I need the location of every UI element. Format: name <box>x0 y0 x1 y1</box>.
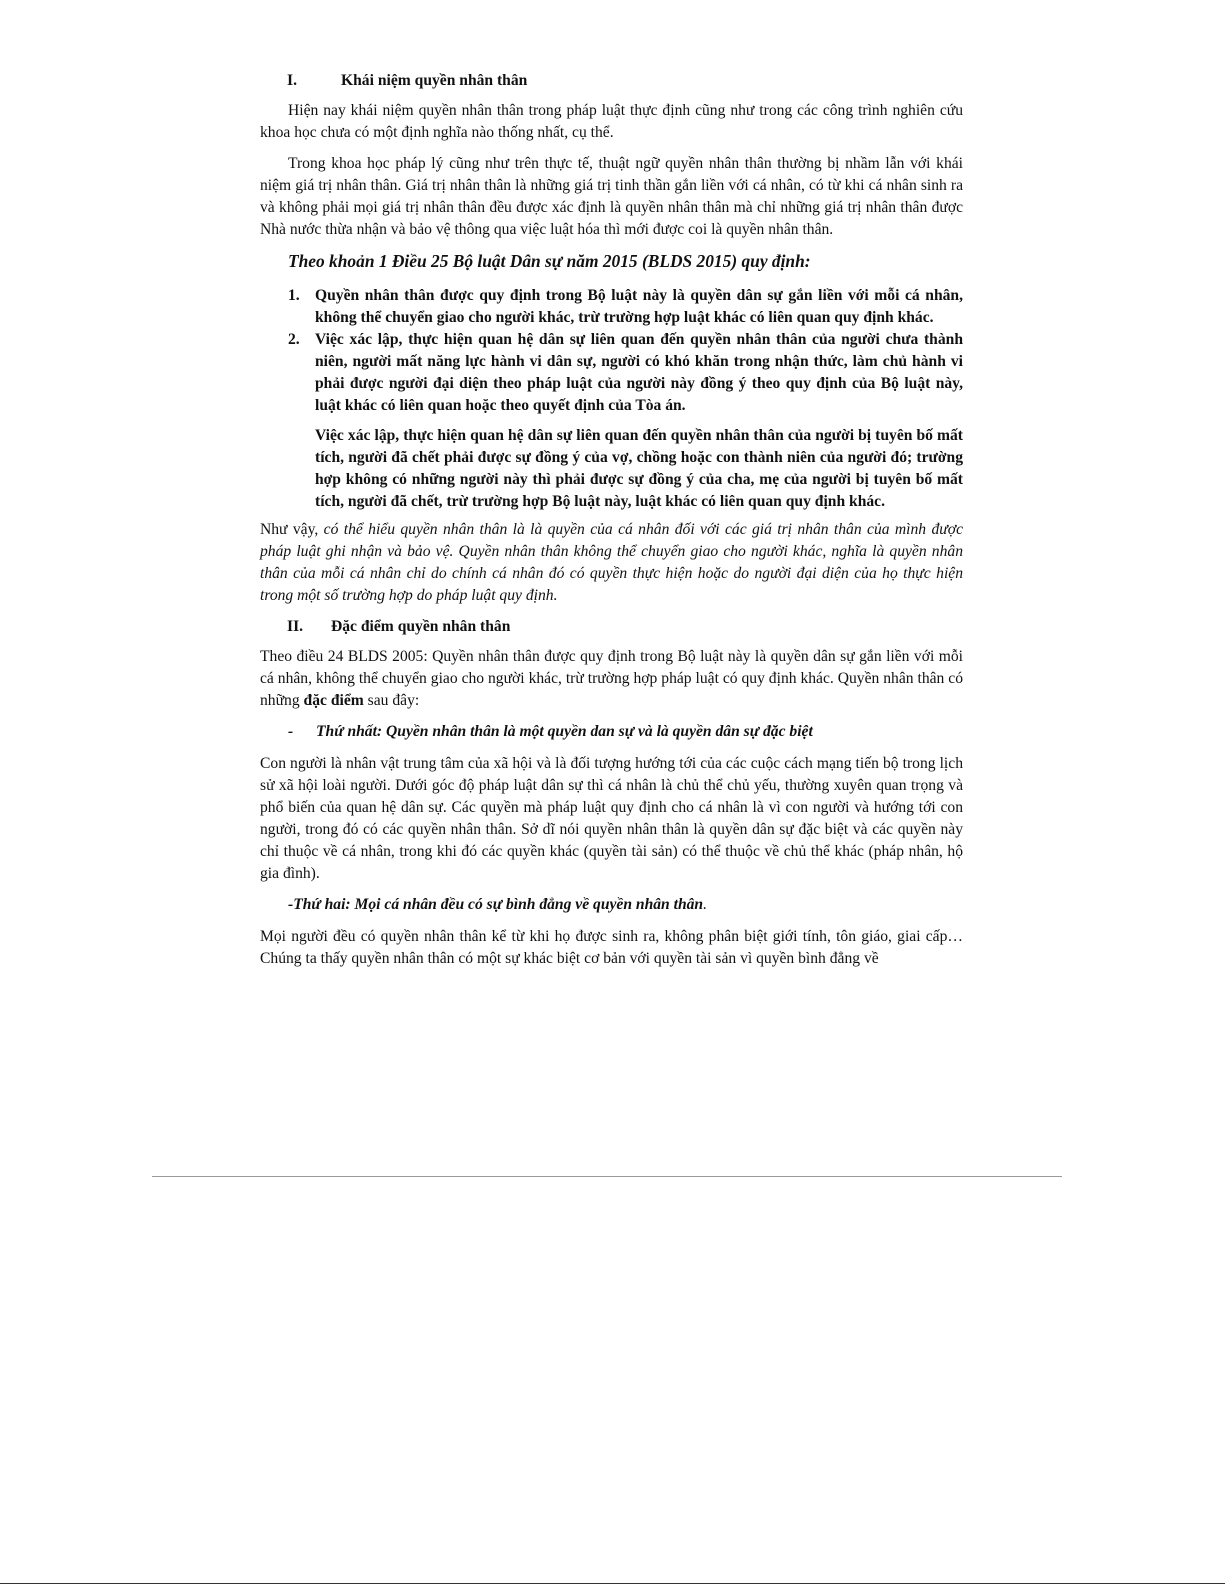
paragraph-personal-values: Trong khoa học pháp lý cũng như trên thực tế, thuật ngữ quyền nhân thân thường bị nhầm lẫn với khái niệm giá trị nhân thân. Giá trị nhân thân là những giá trị tinh thần gắn liền với cá nhân, có từ khi cá nhân sinh ra và không phải mọi giá trị nhân thân đều được xác định là quyền nhân thân mà chỉ những giá trị nhân thân được Nhà nước thừa nhận và bảo vệ thông qua việc luật hóa thì mới được coi là quyền nhân thân. <box>260 155 963 238</box>
intro-text-bold: đặc điểm <box>303 692 364 709</box>
law-item <box>260 285 963 329</box>
section-1-heading <box>260 70 963 92</box>
feature-1-title: Thứ nhất: Quyền nhân thân là một quyền dan sự và là quyền dân sự đặc biệt <box>316 723 813 740</box>
feature-2-body: Mọi người đều có quyền nhân thân kể từ khi họ được sinh ra, không phân biệt giới tính, tôn giáo, giai cấp… Chúng ta thấy quyền nhân thân có một sự khác biệt cơ bản với quyền tài sản vì quyền bình đẳng về <box>260 928 963 967</box>
page-bottom-edge <box>0 1583 1225 1584</box>
law-item-marker: 2. <box>288 331 300 348</box>
section-1-number: I. <box>287 72 297 89</box>
document-content <box>260 70 963 979</box>
section-2-number: II. <box>287 618 304 635</box>
conclusion-lead: Như vậy, <box>260 521 324 538</box>
law-article-list <box>260 285 963 417</box>
page-footer-divider <box>152 1176 1062 1177</box>
feature-2-title: -Thứ hai: Mọi cá nhân đều có sự bình đẳng về quyền nhân thân <box>288 896 704 913</box>
law-item-marker: 1. <box>288 287 300 304</box>
law-item <box>260 329 963 417</box>
feature-1-heading <box>260 721 963 743</box>
feature-2-title-end: . <box>703 896 708 913</box>
feature-1-body: Con người là nhân vật trung tâm của xã hội và là đối tượng hướng tới của các cuộc cách mạng tiến bộ trong lịch sử xã hội loài người. Dưới góc độ pháp luật dân sự thì cá nhân là chủ thể chủ yếu, thường xuyên quan trọng và phổ biến của quan hệ dân sự. Các quyền mà pháp luật quy định cho cá nhân là vì con người và hướng tới con người, trong đó có các quyền nhân thân. Sở dĩ nói quyền nhân thân là quyền dân sự đặc biệt và các quyền này chỉ thuộc về cá nhân, trong khi đó các quyền khác (quyền tài sản) có thể thuộc về chủ thể khác (pháp nhân, hộ gia đình). <box>260 755 963 882</box>
paragraph-definition-intro: Hiện nay khái niệm quyền nhân thân trong pháp luật thực định cũng như trong các công trình nghiên cứu khoa học chưa có một định nghĩa nào thống nhất, cụ thể. <box>260 102 963 141</box>
law-item-text: Việc xác lập, thực hiện quan hệ dân sự liên quan đến quyền nhân thân của người chưa thành niên, người mất năng lực hành vi dân sự, người có khó khăn trong nhận thức, làm chủ hành vi phải được người đại diện theo pháp luật của người này đồng ý theo quy định của Bộ luật này, luật khác có liên quan hoặc theo quyết định của Tòa án. <box>315 331 963 414</box>
paragraph-section-2-intro <box>260 646 963 712</box>
section-1-title: Khái niệm quyền nhân thân <box>341 72 528 89</box>
section-2-heading <box>260 616 963 638</box>
law-item-text: Quyền nhân thân được quy định trong Bộ luật này là quyền dân sự gắn liền với mỗi cá nhân, không thể chuyển giao cho người khác, trừ trường hợp luật khác có liên quan quy định khác. <box>315 287 963 326</box>
section-2-title: Đặc điểm quyền nhân thân <box>331 618 511 635</box>
feature-2-heading <box>288 894 963 916</box>
intro-text-after: sau đây: <box>363 692 420 709</box>
law-citation-title: Theo khoản 1 Điều 25 Bộ luật Dân sự năm 2015 (BLDS 2015) quy định: <box>288 251 811 271</box>
paragraph-conclusion <box>260 519 963 607</box>
intro-text-before: Theo điều 24 BLDS 2005: Quyền nhân thân được quy định trong Bộ luật này là quyền dân sự gắn liền với mỗi cá nhân, không thể chuyển giao cho người khác, trừ trường hợp pháp luật có quy định khác. Quyền nhân thân có những <box>260 648 963 709</box>
law-item-continuation: Việc xác lập, thực hiện quan hệ dân sự liên quan đến quyền nhân thân của người bị tuyên bố mất tích, người đã chết phải được sự đồng ý của vợ, chồng hoặc con thành niên của người đó; trường hợp không có những người này thì phải được sự đồng ý của cha, mẹ của người bị tuyên bố mất tích, người đã chết, trừ trường hợp Bộ luật này, luật khác có liên quan quy định khác. <box>315 427 963 510</box>
conclusion-italic: có thể hiểu quyền nhân thân là là quyền của cá nhân đối với các giá trị nhân thân của mình được pháp luật ghi nhận và bảo vệ. Quyền nhân thân không thể chuyển giao cho người khác, nghĩa là quyền nhân thân của mỗi cá nhân chỉ do chính cá nhân đó có quyền thực hiện hoặc do người đại diện của họ thực hiện trong một số trường hợp do pháp luật quy định. <box>260 521 963 604</box>
feature-1-dash: - <box>288 723 294 740</box>
